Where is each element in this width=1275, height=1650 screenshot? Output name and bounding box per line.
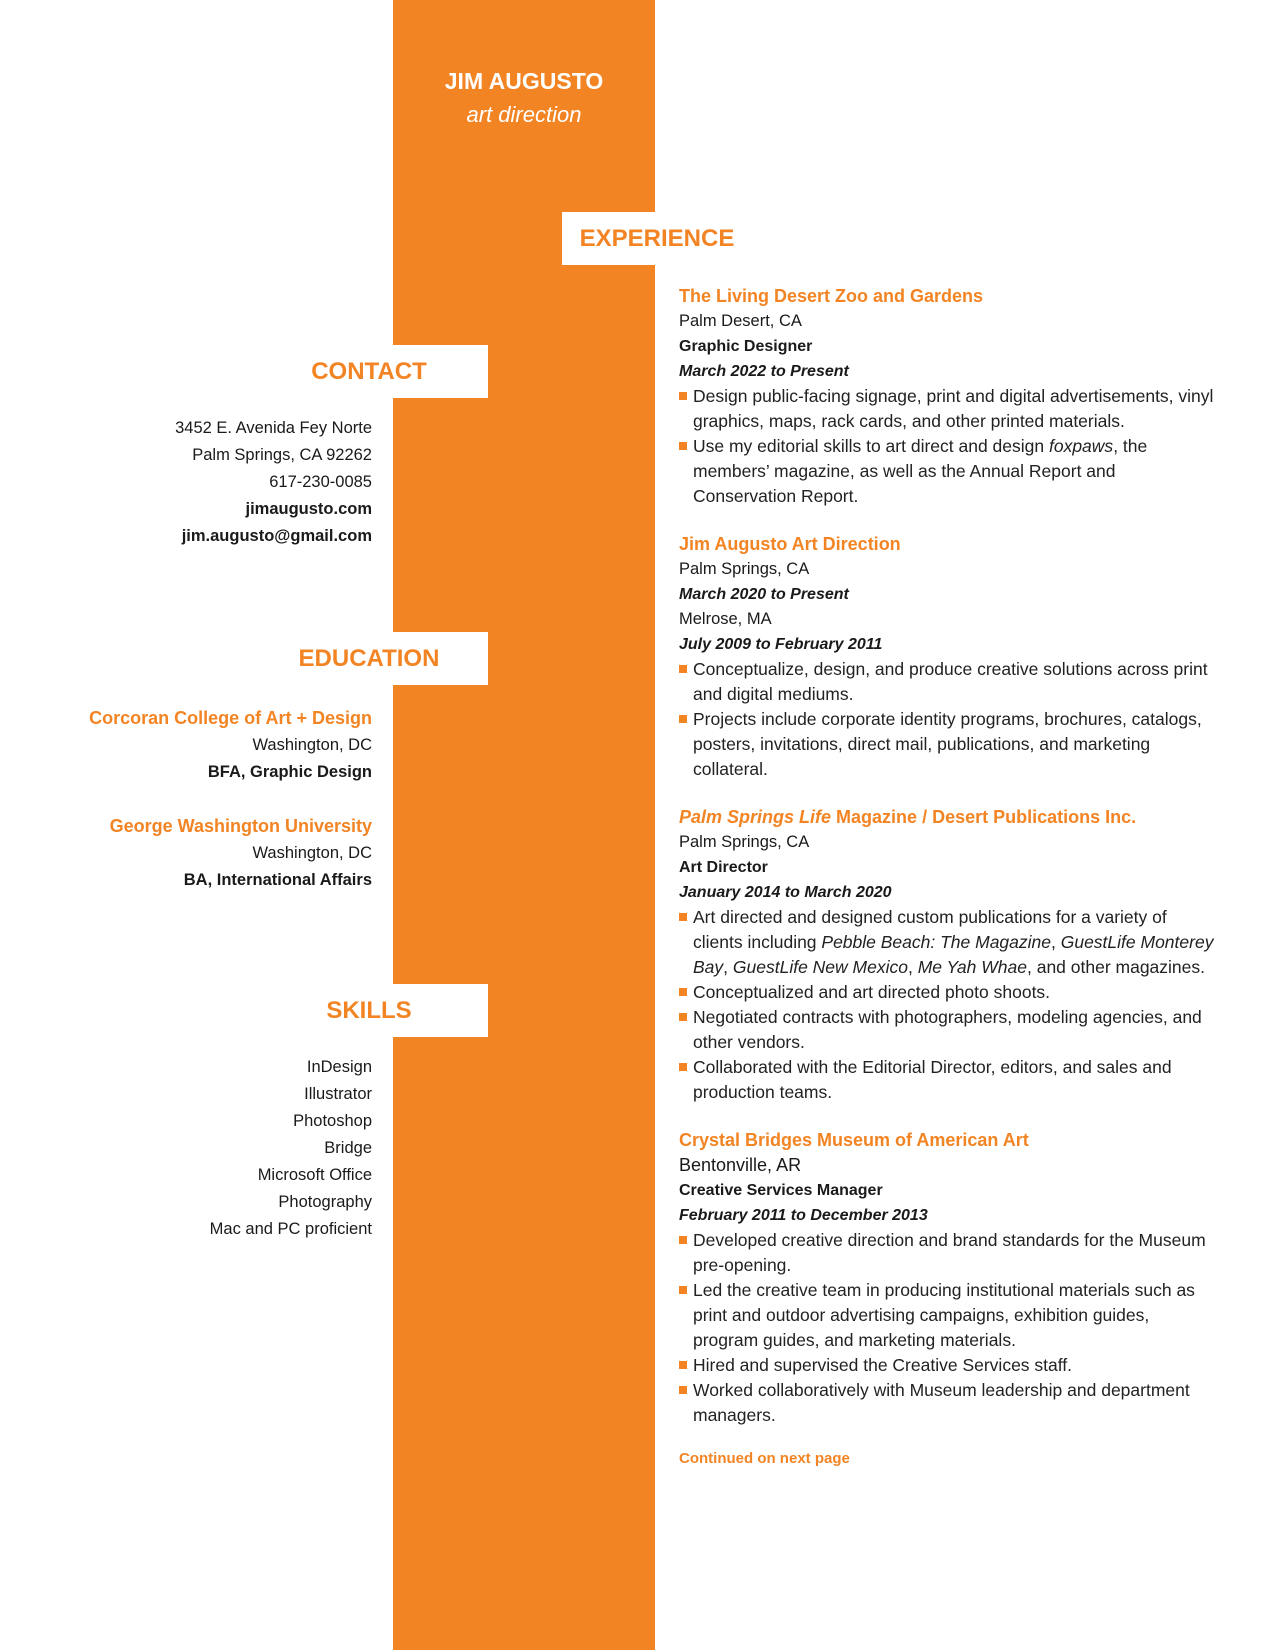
skill-item: Microsoft Office [257,1166,372,1184]
job-dates: March 2020 to Present [679,586,849,603]
bullet: Conceptualized and art directed photo shoots. [679,980,1219,1005]
contact-block [175,415,372,550]
job-title: Graphic Designer [679,338,813,355]
skills-list [210,1054,372,1243]
job-dates: January 2014 to March 2020 [679,884,892,901]
website-link[interactable]: jimaugusto.com [245,500,372,518]
bullet: Conceptualize, design, and produce creative solutions across print and digital mediums. [679,657,1219,707]
job-location: Palm Desert, CA [679,312,802,330]
job-bullets [679,384,1219,509]
phone: 617-230-0085 [269,473,372,491]
address-line-2: Palm Springs, CA 92262 [192,446,372,464]
job-dates: July 2009 to February 2011 [679,636,883,653]
resume-subtitle: art direction [466,102,582,127]
degree: BFA, Graphic Design [207,763,372,781]
bullet: Negotiated contracts with photographers, modeling agencies, and other vendors. [679,1005,1219,1055]
address-line-1: 3452 E. Avenida Fey Norte [175,419,372,437]
bullet: Developed creative direction and brand standards for the Museum pre-opening. [679,1228,1219,1278]
job-location: Palm Springs, CA [679,560,810,578]
bullet: Hired and supervised the Creative Services staff. [679,1353,1219,1378]
job-dates: March 2022 to Present [679,363,849,380]
bullet: Collaborated with the Editorial Director, editors, and sales and production teams. [679,1055,1219,1105]
job-location: Melrose, MA [679,610,772,628]
job-bullets [679,905,1219,1105]
employer: The Living Desert Zoo and Gardens [679,286,984,306]
experience-list [679,283,1219,1467]
bullet: Use my editorial skills to art direct and design foxpaws, the members’ magazine, as well as the Annual Report and Conservation Report. [679,434,1219,509]
job-title: Art Director [679,859,768,876]
job-title: Creative Services Manager [679,1182,883,1199]
job-entry [679,804,1219,1105]
job-bullets [679,1228,1219,1428]
resume-name: JIM AUGUSTO [444,68,604,94]
email-link[interactable]: jim.augusto@gmail.com [181,527,372,545]
job-bullets [679,657,1219,782]
skill-item: Mac and PC proficient [209,1220,372,1238]
job-dates: February 2011 to December 2013 [679,1207,928,1224]
employer: Crystal Bridges Museum of American Art [679,1130,1029,1150]
job-location: Palm Springs, CA [679,833,810,851]
contact-heading: CONTACT [250,345,488,398]
continued-note: Continued on next page [679,1450,850,1467]
skill-item: Illustrator [304,1085,372,1103]
education-heading: EDUCATION [250,632,488,685]
skills-heading: SKILLS [250,984,488,1037]
bullet: Projects include corporate identity programs, brochures, catalogs, posters, invitations, direct mail, publications, and marketing collateral. [679,707,1219,782]
education-entry [89,704,372,786]
bullet: Worked collaboratively with Museum leadership and department managers. [679,1378,1219,1428]
job-entry [679,1127,1219,1428]
job-location: Bentonville, AR [679,1155,802,1175]
degree: BA, International Affairs [183,871,372,889]
skill-item: InDesign [306,1058,372,1076]
school-location: Washington, DC [252,736,372,754]
school-location: Washington, DC [252,844,372,862]
school-name: Corcoran College of Art + Design [89,708,372,728]
bullet: Led the creative team in producing institutional materials such as print and outdoor advertising campaigns, exhibition guides, program guides, and marketing materials. [679,1278,1219,1353]
job-entry [679,531,1219,782]
skill-item: Photography [278,1193,372,1211]
education-entry [110,812,372,894]
skill-item: Photoshop [293,1112,372,1130]
experience-heading: EXPERIENCE [562,212,752,265]
bullet: Art directed and designed custom publications for a variety of clients including Pebble Beach: The Magazine, GuestLife Monterey Bay, GuestLife New Mexico, Me Yah Whae, and other magazines. [679,905,1219,980]
skill-item: Bridge [324,1139,372,1157]
bullet: Design public-facing signage, print and digital advertisements, vinyl graphics, maps, rack cards, and other printed materials. [679,384,1219,434]
employer: Palm Springs Life Magazine / Desert Publications Inc. [679,807,1137,827]
school-name: George Washington University [109,816,372,836]
job-entry [679,283,1219,509]
employer: Jim Augusto Art Direction [679,534,901,554]
